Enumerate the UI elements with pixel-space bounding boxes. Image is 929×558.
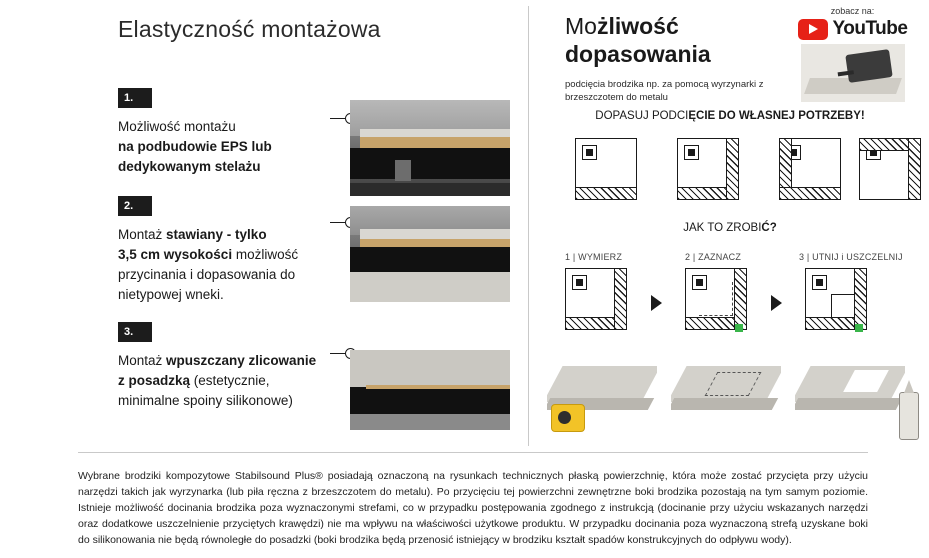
left-panel	[0, 0, 528, 452]
photo-tray-step-2	[671, 348, 781, 428]
footer-disclaimer: Wybrane brodziki kompozytowe Stabilsound Plus® posiadają oznaczoną na rysunkach technicznych płaską powierzchnię, która może zostać przycięta przy użyciu narzędzi takich jak wyrzynarka (lub piła ręczna z brzeszczotem do metalu). Po przycięciu tej powierzchni zewnętrzne boki brodzika pozostają na tym samym poziomie. Istnieje możliwość docinania brodzika poza wyznaczonymi strefami, co w przypadku postępowania zgodnego z instrukcją (docinanie przy użyciu wskazanych narzędzi oraz dodatkowe uszczelnienie przyciętych krawędzi) nie ma wpływu na właściwości użytkowe produktu. W przypadku docinania poza wyznaczoną strefą uzyskane boki do silikonowania nie będą równoległe do posadzki (boki brodzika będą przenosić istniejący w brodziku kształt spadów konstrukcyjnych do odpływu wody).	[78, 470, 868, 546]
youtube-see-on-label: zobacz na:	[830, 6, 875, 16]
howto-diagram-2	[685, 268, 747, 330]
arrow-right-icon	[771, 295, 782, 311]
youtube-play-icon	[798, 19, 828, 40]
photo-mounting-eps	[350, 100, 510, 196]
marker-square-icon	[583, 146, 596, 159]
right-panel	[529, 0, 929, 452]
howto-diagram-3	[805, 268, 867, 330]
corner-variant-4	[859, 138, 921, 200]
cut-dashed-guide	[699, 282, 733, 316]
step-number-1: 1.	[118, 88, 152, 108]
howto-step-label-2: 2 | ZAZNACZ	[685, 252, 742, 262]
step-text-2: Montaż stawiany - tylko 3,5 cm wysokości możliwość przycinania i dopasowania do nietypowej wneki.	[118, 227, 299, 302]
marker-square-icon	[573, 276, 586, 289]
howto-diagram-1	[565, 268, 627, 330]
corner-variant-2	[677, 138, 739, 200]
arrow-right-icon	[651, 295, 662, 311]
marker-square-icon	[813, 276, 826, 289]
photo-jigsaw-cutting	[801, 44, 905, 102]
right-panel-title: Możliwość dopasowania	[565, 13, 711, 67]
youtube-block[interactable]	[790, 6, 915, 102]
photo-mounting-standing	[350, 206, 510, 302]
caulk-gun-icon	[899, 392, 919, 440]
corner-variant-1	[575, 138, 637, 200]
photo-mounting-flush	[350, 350, 510, 430]
green-marker-icon	[735, 324, 743, 332]
left-panel-title: Elastyczność montażowa	[118, 16, 381, 42]
horizontal-divider	[78, 452, 868, 453]
howto-step-label-1: 1 | WYMIERZ	[565, 252, 623, 262]
green-marker-icon	[855, 324, 863, 332]
howto-step-label-3: 3 | UTNIJ i USZCZELNIJ	[799, 252, 903, 262]
youtube-logo[interactable]	[790, 18, 915, 40]
photo-tray-step-3	[795, 348, 905, 428]
right-panel-subtitle: podcięcia brodzika np. za pomocą wyrzynarki z brzeszczotem do metalu	[565, 79, 764, 103]
marker-square-icon	[685, 146, 698, 159]
cut-banner: DOPASUJ PODCIĘCIE DO WŁASNEJ POTRZEBY!	[595, 110, 865, 122]
corner-variant-3	[779, 138, 841, 200]
step-number-3: 3.	[118, 322, 152, 342]
measuring-tape-icon	[551, 404, 585, 432]
youtube-wordmark: YouTube	[832, 18, 908, 39]
step-text-1: Możliwość montażu na podbudowie EPS lub dedykowanym stelażu	[118, 119, 272, 174]
step-text-3: Montaż wpuszczany zlicowanie z posadzką (estetycznie, minimalne spoiny silikonowe)	[118, 353, 317, 408]
howto-heading: JAK TO ZROBIĆ?	[683, 222, 777, 234]
step-number-2: 2.	[118, 196, 152, 216]
